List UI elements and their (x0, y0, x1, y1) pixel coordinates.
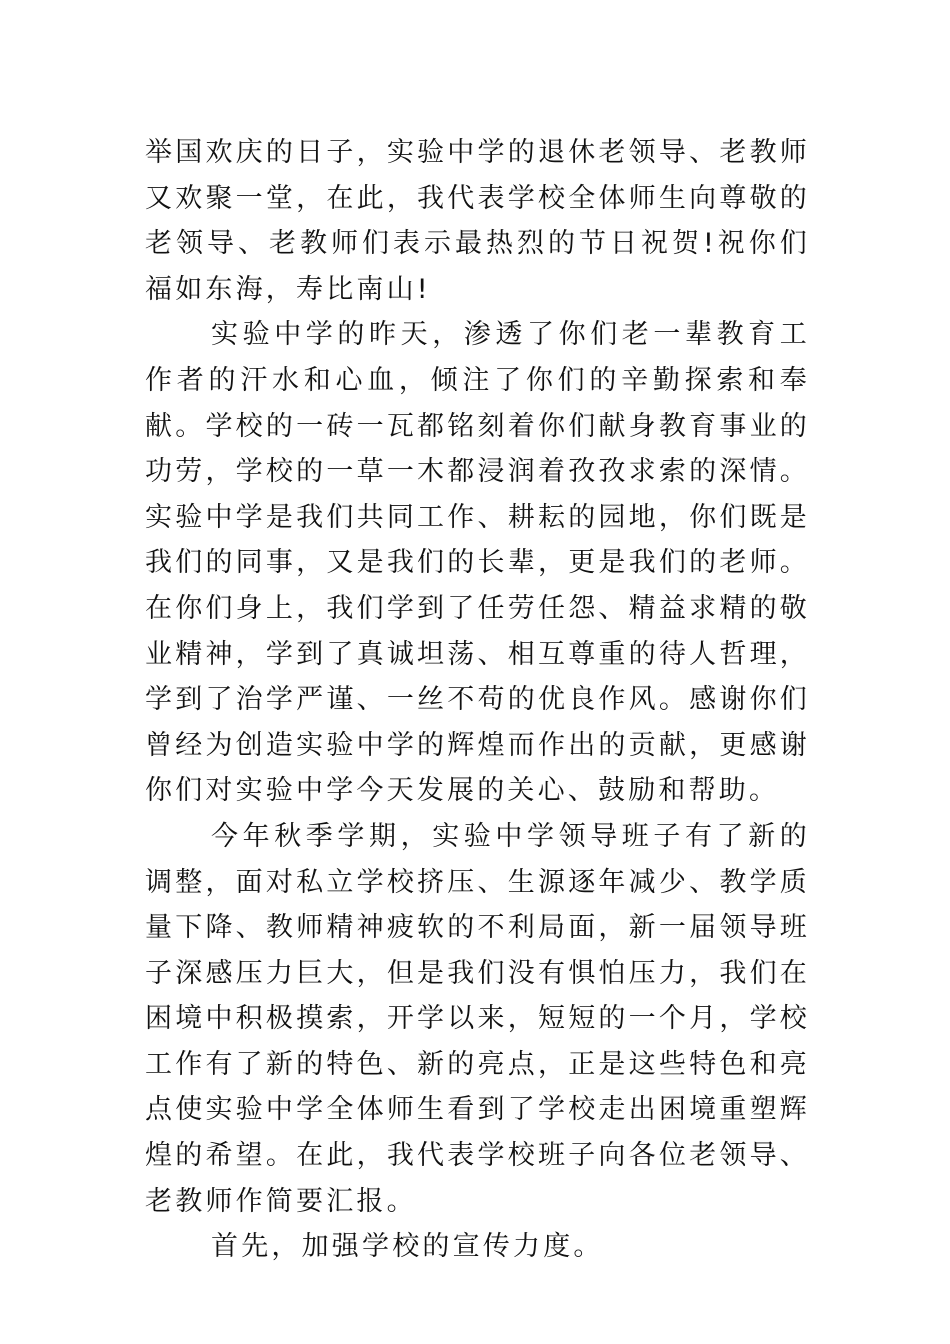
paragraph-report: 今年秋季学期，实验中学领导班子有了新的调整，面对私立学校挤压、生源逐年减少、教学质量下降、教师精神疲软的不利局面，新一届领导班子深感压力巨大，但是我们没有惧怕压力，我们在困境中积极摸索，开学以来，短短的一个月，学校工作有了新的特色、新的亮点，正是这些特色和亮点使实验中学全体师生看到了学校走出困境重塑辉煌的希望。在此，我代表学校班子向各位老领导、老教师作简要汇报。 (145, 820, 810, 1217)
paragraph-greeting: 举国欢庆的日子，实验中学的退休老领导、老教师又欢聚一堂，在此，我代表学校全体师生向尊敬的老领导、老教师们表示最热烈的节日祝贺!祝你们福如东海，寿比南山! (145, 137, 810, 305)
document-body (145, 130, 810, 1270)
paragraph-gratitude: 实验中学的昨天，渗透了你们老一辈教育工作者的汗水和心血，倾注了你们的辛勤探索和奉献。学校的一砖一瓦都铭刻着你们献身教育事业的功劳，学校的一草一木都浸润着孜孜求索的深情。实验中学是我们共同工作、耕耘的园地，你们既是我们的同事，又是我们的长辈，更是我们的老师。在你们身上，我们学到了任劳任怨、精益求精的敬业精神，学到了真诚坦荡、相互尊重的待人哲理，学到了治学严谨、一丝不苟的优良作风。感谢你们曾经为创造实验中学的辉煌而作出的贡献，更感谢你们对实验中学今天发展的关心、鼓励和帮助。 (145, 319, 810, 807)
paragraph-first-point: 首先，加强学校的宣传力度。 (211, 1231, 604, 1263)
